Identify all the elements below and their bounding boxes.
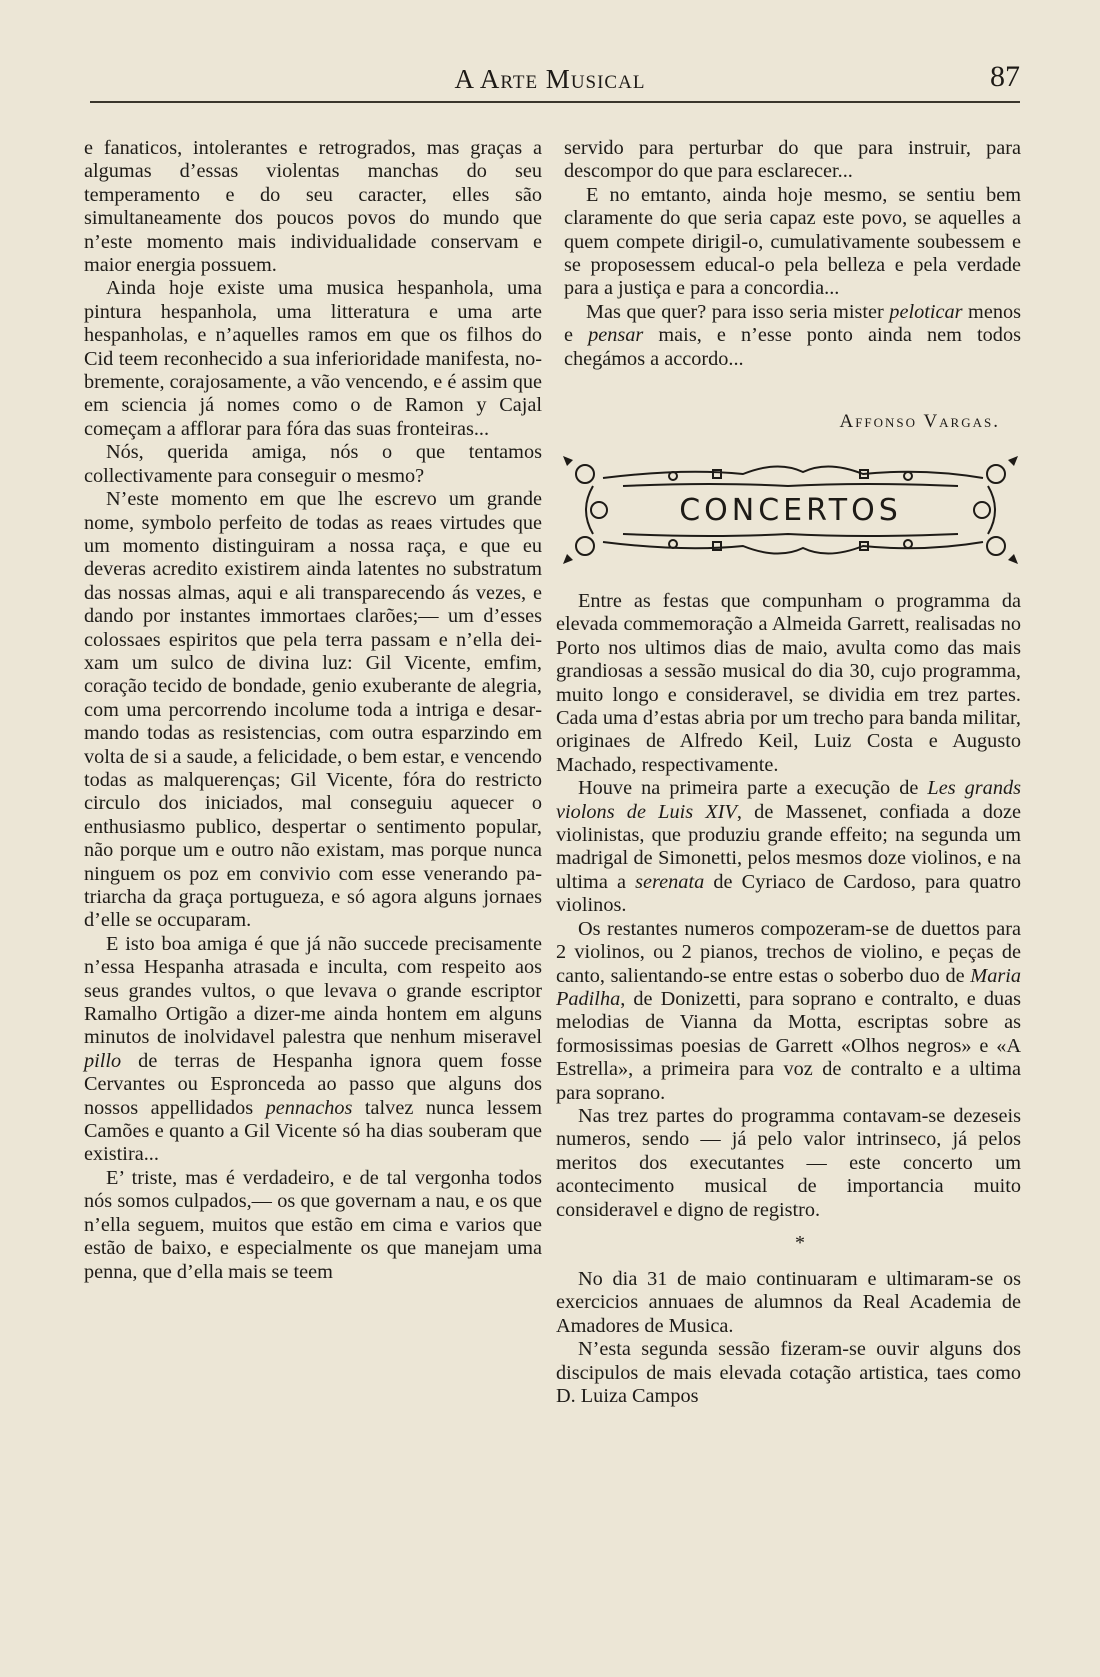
header-rule [90,101,1020,103]
paragraph: servido para perturbar do que para instruir, para descompor do que para esclarecer... [564,137,1021,183]
separator-block [556,1222,1021,1268]
right-column-top [564,137,1021,371]
paragraph: N’este momento em que lhe escrevo um grande nome, symbolo perfeito de todas as reaes virtudes que um momento distinguiram a nossa raça, e que eu deveras acredito existirem ainda latentes no substratum das nossas almas, aqui e ali transparecendo ás vezes, e dando por instantes immortaes clarões;— um d’esses colossaes espiritos que pela terra passam e n’ella deixam um sulco de divina luz: Gil Vicente, emfim, coração tecido de bondade, genio exuberante de alegria, com uma percorrendo incolume toda a intriga e desarmando todas as resistencias, com outra esparzindo em volta de si a saude, a felicidade, o bem estar, e vencendo todas as malquerenças; Gil Vicente, fóra do restricto circulo dos iniciados, mal conseguiu aquecer o enthusiasmo publico, despertar o sentimento popular, não porque um e outro não existam, mas porque nunca ninguem os poz em convivio com esse venerando patriarcha da graça portugueza, e só agora alguns jornaes d’elle se occuparam. [84,488,542,932]
paragraph: No dia 31 de maio continuaram e ultimaram-se os exercicios annuaes de alumnos da Real Academia de Amadores de Musica. [556,1267,1021,1337]
left-column [84,137,542,1284]
section-title: CONCERTOS [679,493,902,528]
running-header-title: A Arte Musical [454,64,646,94]
paragraph: Os restantes numeros compozeram-se de duettos para 2 violinos, ou 2 pianos, trechos de violino, e peças de canto, salientando-se entre estas o soberbo duo de Maria Padilha, de Donizetti, para soprano e contralto, e duas melodias de Vianna da Motta, escriptas sobre as formosissimas poesias de Garrett «Olhos negros» e «A Estrella», a primeira para voz de contralto e a ultima para soprano. [556,917,1021,1104]
paragraph: Nós, querida amiga, nós o que tentamos collectivamente para conseguir o mesmo? [84,441,542,487]
separator-asterisk: * [795,1231,805,1254]
paragraph: E isto boa amiga é que já não succede precisamente n’essa Hespanha atrasada e inculta, com respeito aos seus grandes vultos, o que levava o grande escriptor Ramalho Ortigão a dizer-me ainda hontem em alguns minutos de inolvidavel palestra que nenhum miseravel pillo de terras de Hespanha ignora quem fosse Cervantes ou Espronceda ao passo que alguns dos nossos appellidados pennachos talvez nunca lessem Camões e quanto a Gil Vicente só ha dias souberam que existira... [84,932,542,1166]
paragraph: N’esta segunda sessão fizeram-se ouvir alguns dos discipulos de mais elevada cotação artistica, taes como D. Luiza Campos [556,1338,1021,1407]
paragraph: Nas trez partes do programma contavam-se dezeseis numeros, sendo — já pelo valor intrinseco, já pelos meritos dos executantes — este concerto um acontecimento musical de importancia muito consideravel e digno de registro. [556,1104,1021,1221]
author-signature: Affonso Vargas. [839,411,1000,432]
paragraph: E’ triste, mas é verdadeiro, e de tal vergonha todos nós somos culpados,— os que governam a nau, e os que n’ella seguem, muitos que estão em cima e varios que estão de baixo, e especialmente os que manejam uma penna, que d’ella mais se teem [84,1166,542,1283]
paragraph: Mas que quer? para isso seria mister peloticar menos e pensar mais, e n’esse ponto ainda nem todos chegámos a accordo... [564,300,1021,370]
section-banner [563,456,1018,564]
paragraph: Entre as festas que compunham o programma da elevada commemoração a Almeida Garrett, realisadas no Porto nos ultimos dias de maio, avulta como das mais grandiosas a sessão musical do dia 30, cujo programma, muito longo e consideravel, se dividia em trez partes. Cada uma d’estas abria por um trecho para banda militar, originaes de Alfredo Keil, Luiz Costa e Augusto Machado, respectivamente. [556,590,1021,776]
paragraph: Houve na primeira parte a execução de Les grands violons de Luis XIV, de Massenet, confiada a doze violinistas, que produziu grande effeito; na segunda um madrigal de Simonetti, pelos mesmos doze violinos, e na ultima a serenata de Cyriaco de Cardoso, para quatro violinos. [556,777,1022,917]
academy-paragraphs [556,1268,1021,1408]
concert-paragraphs [556,590,1021,1222]
right-column-bottom [556,590,1021,1408]
paragraph: Ainda hoje existe uma musica hespanhola, uma pintura hespanhola, uma litteratura e uma arte hespanholas, e n’aquelles ramos em que os filhos do Cid teem reconhecido a sua inferioridade manifesta, nobremente, corajosamente, a vão vencendo, e é assim que em sciencia já nomes como o de Ramon y Cajal começam a afflorar para fóra das suas fronteiras... [84,277,542,440]
paragraph: E no emtanto, ainda hoje mesmo, se sentiu bem claramente do que seria capaz este povo, se aquelles a quem compete dirigil-o, cumulativamente soubessem e se proposessem educal-o pela belleza e pela verdade para a justiça e para a concordia... [564,183,1021,300]
paragraph: e fanaticos, intolerantes e retrogrados, mas graças a algumas d’essas violentas manchas do seu temperamento e do seu caracter, elles são simultaneamente dos poucos povos do mundo que n’este momento mais individualidade conservam e maior energia possuem. [84,137,542,277]
page-number: 87 [990,60,1020,93]
